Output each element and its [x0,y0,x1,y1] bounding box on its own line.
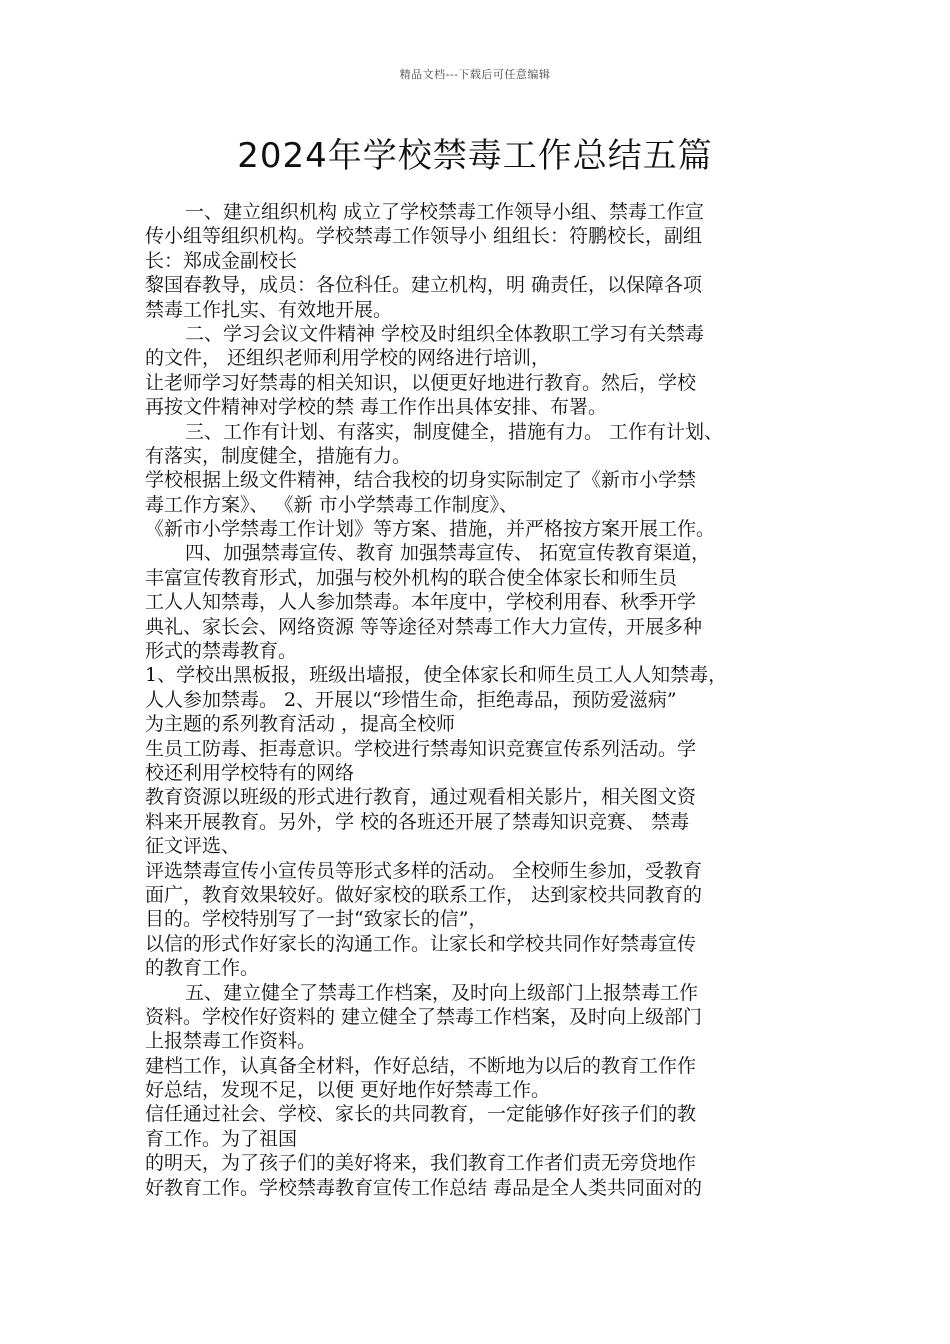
text-line: 有落实，制度健全，措施有力。 [145,444,412,467]
text-line: 一、建立组织机构 成立了学校禁毒工作领导小组、禁毒工作宣 [185,201,705,223]
text-line: 面广，教育效果较好。做好家校的联系工作， 达到家校共同教育的 [145,883,703,906]
text-line: 征文评选、 [145,835,241,858]
text-line: 育工作。为了祖国 [145,1127,298,1150]
text-line: 建档工作，认真备全材料，作好总结，不断地为以后的教育工作作 [145,1054,697,1077]
text-line: 让老师学习好禁毒的相关知识，以便更好地进行教育。然后，学校 [145,371,697,394]
document-body [145,200,825,1200]
text-line: 生员工防毒、拒毒意识。学校进行禁毒知识竞赛宣传系列活动。学 [145,737,697,760]
text-line: 校还利用学校特有的网络 [145,761,355,784]
text-line: 信任通过社会、学校、家长的共同教育，一定能够作好孩子们的教 [145,1103,697,1126]
text-line: 典礼、家长会、网络资源 等等途径对禁毒工作大力宣传，开展多种 [145,615,703,638]
text-line: 以信的形式作好家长的沟通工作。让家长和学校共同作好禁毒宣传 [145,932,697,955]
text-line: 好总结，发现不足，以便 更好地作好禁毒工作。 [145,1079,551,1102]
text-line: 《新市小学禁毒工作计划》等方案、措施，并严格按方案开展工作。 [145,518,716,541]
text-line: 评选禁毒宣传小宣传员等形式多样的活动。 全校师生参加，受教育 [145,859,703,882]
text-line: 目的。学校特别写了一封“致家长的信”， [145,908,488,931]
text-line: 教育资源以班级的形式进行教育，通过观看相关影片，相关图文资 [145,786,697,809]
text-line: 人人参加禁毒。 2、开展以“珍惜生命，拒绝毒品，预防爱滋病” [145,688,677,711]
text-line: 长：郑成金副校长 [145,249,298,272]
text-line: 再按文件精神对学校的禁 毒工作作出具体安排、布署。 [145,396,608,419]
text-line: 的教育工作。 [145,957,260,980]
text-line: 三、工作有计划、有落实，制度健全，措施有力。 工作有计划、 [185,420,724,443]
text-line: 为主题的系列教育活动 ，提高全校师 [145,713,456,736]
text-line: 毒工作方案》、 《新 市小学禁毒工作制度》、 [145,493,519,516]
text-line: 四、加强禁毒宣传、教育 加强禁毒宣传、 拓宽宣传教育渠道， [185,542,711,565]
text-line: 丰富宣传教育形式，加强与校外机构的联合使全体家长和师生员 [145,566,678,589]
text-line: 禁毒工作扎实、有效地开展。 [145,298,393,321]
text-line: 好教育工作。学校禁毒教育宣传工作总结 毒品是全人类共同面对的 [145,1176,703,1199]
text-line: 的明天，为了孩子们的美好将来，我们教育工作者们责无旁贷地作 [145,1152,697,1175]
text-line: 料来开展教育。另外，学 校的各班还开展了禁毒知识竞赛、 禁毒 [145,810,690,833]
text-line: 上报禁毒工作资料。 [145,1030,317,1053]
page-title: 2024年学校禁毒工作总结五篇 [237,136,713,176]
text-line: 1、学校出黑板报，班级出墙报，使全体家长和师生员工人人知禁毒， [145,664,728,687]
text-line: 的文件， 还组织老师利用学校的网络进行培训， [145,347,551,370]
text-line: 工人人知禁毒，人人参加禁毒。本年度中，学校利用春、秋季开学 [145,591,697,614]
text-line: 学校根据上级文件精神，结合我校的切身实际制定了《新市小学禁 [145,469,697,492]
text-line: 黎国春教导，成员：各位科任。建立机构，明 确责任，以保障各项 [145,274,703,297]
text-line: 传小组等组织机构。学校禁毒工作领导小 组组长：符鹏校长，副组 [145,225,703,248]
page-header: 精品文档---下载后可任意编辑 [399,68,551,81]
text-line: 资料。学校作好资料的 建立健全了禁毒工作档案，及时向上级部门 [145,1005,703,1028]
text-line: 二、学习会议文件精神 学校及时组织全体教职工学习有关禁毒 [185,322,705,345]
text-line: 形式的禁毒教育。 [145,640,298,663]
text-line: 五、建立健全了禁毒工作档案，及时向上级部门上报禁毒工作 [185,981,699,1004]
